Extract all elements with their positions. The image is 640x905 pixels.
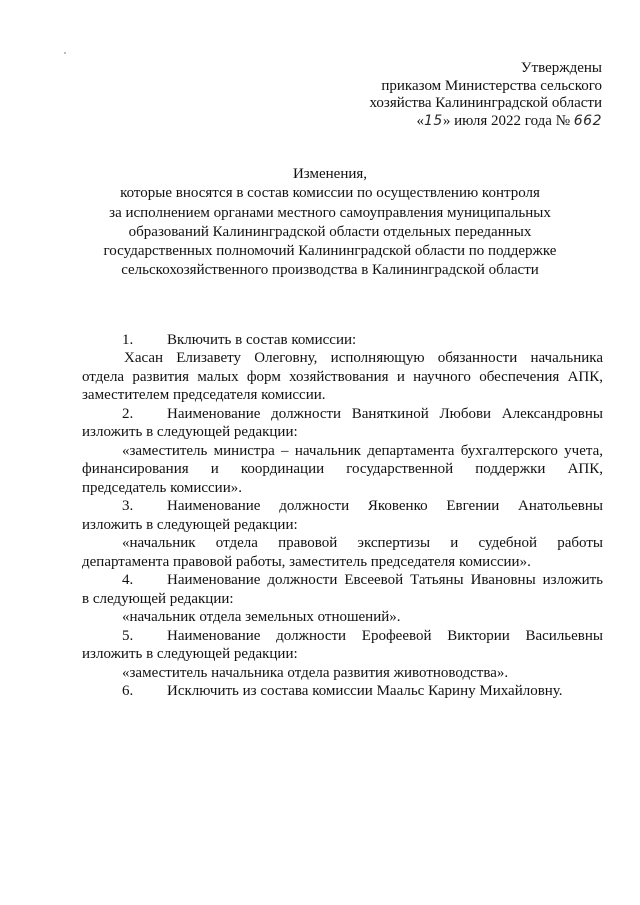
item-text: Включить в состав комиссии: xyxy=(167,331,357,348)
item-5 xyxy=(82,627,603,646)
paragraph-line: председатель комиссии». xyxy=(82,479,242,496)
date-open-quote: « xyxy=(416,112,424,129)
item-text: Наименование должности Ерофеевой Виктории Васильевны xyxy=(167,627,603,644)
scan-speck xyxy=(64,52,66,54)
paragraph-line: изложить в следующей редакции: xyxy=(82,646,298,662)
handwritten-order-number: 662 xyxy=(573,112,602,129)
approval-line-1: Утверждены xyxy=(520,60,602,76)
paragraph-line: департамента правовой работы, заместитель председателя комиссии». xyxy=(82,553,531,570)
item-6 xyxy=(82,682,603,701)
item-number: 4. xyxy=(122,572,134,588)
item-text: Наименование должности Евсеевой Татьяны Ивановны изложить xyxy=(167,572,603,588)
item-number: 2. xyxy=(122,405,134,422)
paragraph-line: отдела развития малых форм хозяйствования и научного обеспечения АПК, xyxy=(82,368,603,385)
title-line: государственных полномочий Калининградской области по поддержке xyxy=(103,243,557,260)
item-text: Наименование должности Ваняткиной Любови Александровны xyxy=(167,405,603,422)
paragraph-line: в следующей редакции: xyxy=(82,590,234,607)
item-4 xyxy=(82,571,603,590)
item-text: Наименование должности Яковенко Евгении Анатольевны xyxy=(167,498,603,514)
item-number: 5. xyxy=(122,627,134,644)
item-number: 1. xyxy=(122,331,134,348)
handwritten-day: 15 xyxy=(423,112,443,129)
item-2 xyxy=(82,405,603,424)
title-line: за исполнением органами местного самоуправления муниципальных xyxy=(109,204,551,221)
title-heading: Изменения, xyxy=(292,166,368,182)
paragraph-line: «начальник отдела правовой экспертизы и судебной работы xyxy=(122,535,603,551)
item-number: 3. xyxy=(122,498,134,514)
paragraph-line: «заместитель начальника отдела развития животноводства». xyxy=(122,664,509,681)
paragraph-line: Хасан Елизавету Олеговну, исполняющую обязанности начальника xyxy=(124,350,603,366)
title-line: которые вносятся в состав комиссии по осуществлению контроля xyxy=(120,185,540,202)
approval-line-3: хозяйства Калининградской области xyxy=(369,95,602,111)
paragraph-line: изложить в следующей редакции: xyxy=(82,424,298,440)
paragraph-line: финансирования и координации государственной поддержки АПК, xyxy=(82,461,603,477)
title-line: образований Калининградской области отдельных переданных xyxy=(128,223,532,240)
paragraph-line: «начальник отдела земельных отношений». xyxy=(122,609,401,625)
date-middle: » июля 2022 года № xyxy=(442,112,571,129)
approval-block xyxy=(340,60,602,130)
paragraph-line: «заместитель министра – начальник департамента бухгалтерского учета, xyxy=(122,442,603,459)
paragraph-line: изложить в следующей редакции: xyxy=(82,516,298,533)
title-line: сельскохозяйственного производства в Калининградской области xyxy=(121,262,539,279)
approval-date-line xyxy=(340,113,602,131)
document-title xyxy=(60,165,600,281)
item-number: 6. xyxy=(122,683,134,699)
item-3 xyxy=(82,497,603,516)
approval-line-2: приказом Министерства сельского xyxy=(381,77,602,94)
item-text: Исключить из состава комиссии Маальс Карину Михайловну. xyxy=(167,683,563,699)
item-1 xyxy=(82,331,603,350)
paragraph-line: заместителем председателя комиссии. xyxy=(82,387,326,403)
document-body xyxy=(82,312,603,701)
